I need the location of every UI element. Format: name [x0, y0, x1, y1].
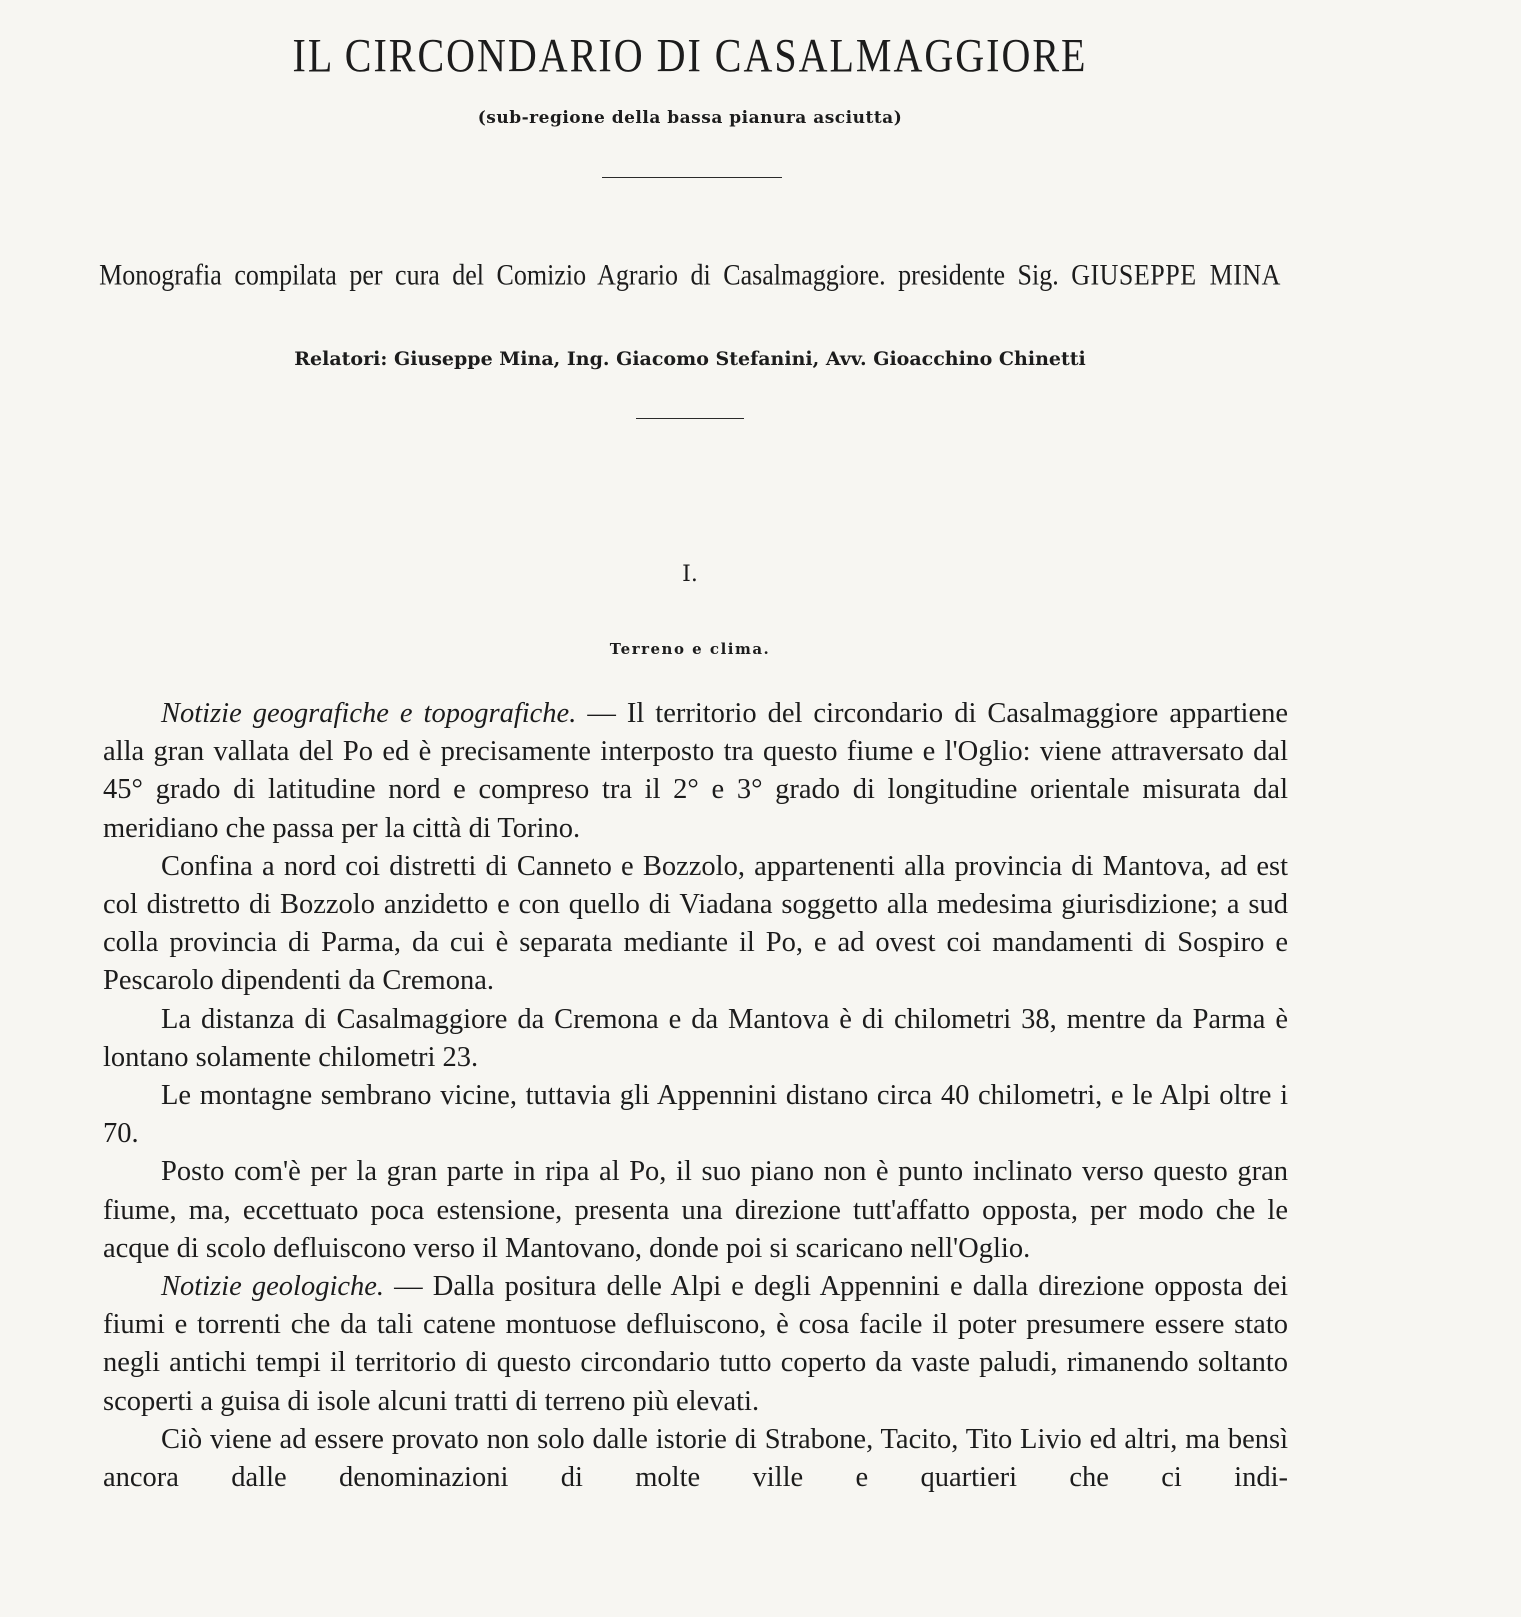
- paragraph: [103, 848, 1288, 1001]
- monograph-line: [0, 258, 1380, 293]
- paragraph-text: La distanza di Casalmaggiore da Cremona e da Mantova è di chilometri 38, mentre da Parma è lontano solamente chilometri 23.: [103, 1003, 1288, 1073]
- divider-rule: [636, 418, 744, 419]
- paragraph-lead: Notizie geologiche.: [161, 1271, 385, 1303]
- paragraph: [103, 1421, 1288, 1497]
- paragraph-text: — Dalla positura delle Alpi e degli Appennini e dalla direzione opposta dei fiumi e torrenti che da tali catene montuose defluiscono, è cosa facile il poter presumere essere stato negli antichi tempi il territorio di questo circondario tutto coperto da vaste paludi, rimanendo soltanto scoperti a guisa di isole alcuni tratti di terreno più elevati.: [103, 1271, 1289, 1417]
- monograph-text: Monografia compilata per cura del Comizio Agrario di Casalmaggiore. presidente Sig.: [99, 258, 1059, 292]
- paragraph: [103, 695, 1288, 848]
- president-name: GIUSEPPE MINA: [1071, 258, 1281, 292]
- document-title: IL CIRCONDARIO DI CASALMAGGIORE: [292, 29, 1088, 83]
- relatori-line: Relatori: Giuseppe Mina, Ing. Giacomo Stefanini, Avv. Gioacchino Chinetti: [294, 348, 1086, 370]
- paragraph: [103, 1268, 1288, 1421]
- divider-rule: [602, 177, 782, 178]
- paragraph: [103, 1153, 1288, 1268]
- document-subtitle: (sub-regione della bassa pianura asciutta): [477, 108, 903, 128]
- paragraph-text: Ciò viene ad essere provato non solo dalle istorie di Strabone, Tacito, Tito Livio ed altri, ma bensì ancora dalle denominazioni di molte ville e quartieri che ci indi-: [103, 1423, 1288, 1494]
- body-text: [103, 695, 1288, 1497]
- paragraph-lead: Notizie geografiche e topografiche.: [161, 698, 577, 729]
- paragraph-text: Le montagne sembrano vicine, tuttavia gli Appennini distano circa 40 chilometri, e le Alpi oltre i 70.: [103, 1080, 1288, 1150]
- chapter-title: Terreno e clima.: [609, 640, 771, 658]
- paragraph-text: — Il territorio del circondario di Casalmaggiore appartiene alla gran vallata del Po ed è precisamente interposto tra questo fiume e l'Oglio: viene attraversato dal 45° grado di latitudine nord e compreso tra il 2° e 3° grado di longitudine orientale misurata dal meridiano che passa per la città di Torino.: [103, 698, 1288, 844]
- paragraph: [103, 1077, 1288, 1153]
- paragraph: [103, 1001, 1288, 1077]
- paragraph-text: Confina a nord coi distretti di Canneto e Bozzolo, appartenenti alla provincia di Mantova, ad est col distretto di Bozzolo anzidetto e con quello di Viadana soggetto alla medesima giurisdizione; a sud colla provincia di Parma, da cui è separata mediante il Po, e ad ovest coi mandamenti di Sospiro e Pescarolo dipendenti da Cremona.: [103, 850, 1288, 997]
- chapter-number: I.: [682, 562, 698, 587]
- paragraph-text: Posto com'è per la gran parte in ripa al Po, il suo piano non è punto inclinato verso questo gran fiume, ma, eccettuato poca estensione, presenta una direzione tutt'affatto opposta, per modo che le acque di scolo defluiscono verso il Mantovano, donde poi si scaricano nell'Oglio.: [103, 1156, 1288, 1264]
